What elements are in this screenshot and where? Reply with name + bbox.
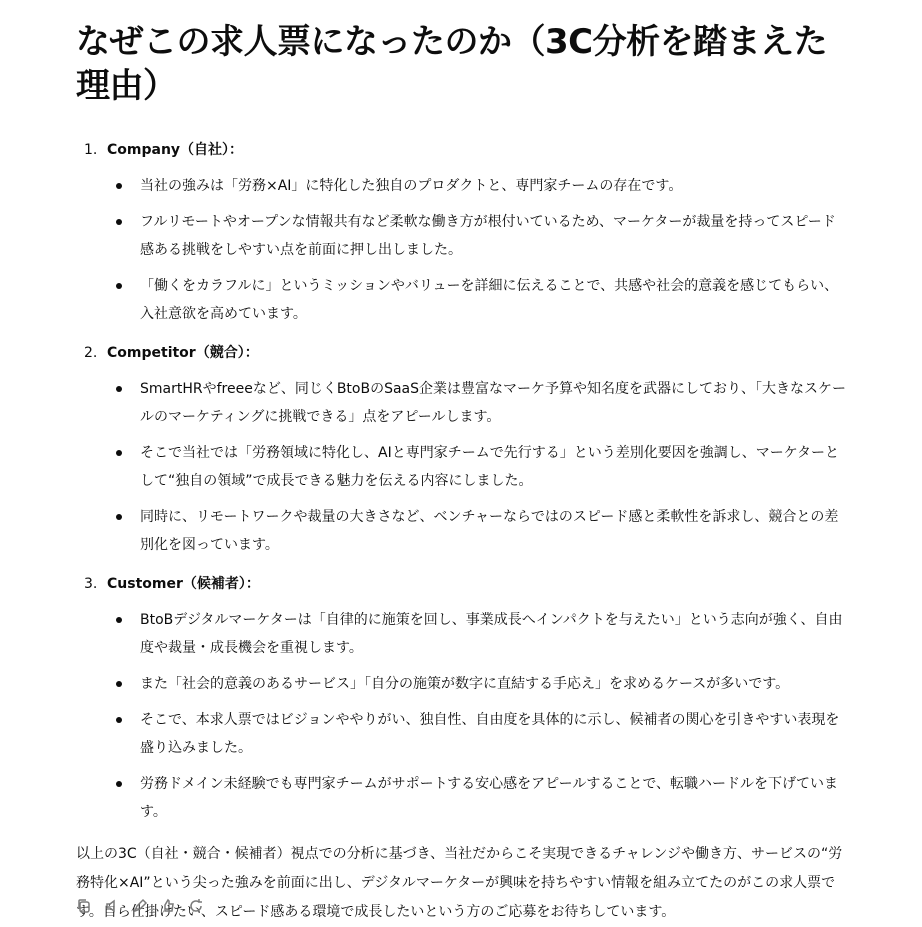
section-number: 1. (84, 142, 98, 158)
bullet-list (107, 606, 846, 826)
list-item (107, 670, 846, 698)
list-item (107, 706, 846, 762)
bullet-dot-icon (116, 617, 122, 623)
list-item (107, 606, 846, 662)
thumbs-up-icon[interactable] (160, 898, 176, 914)
bullet-text: フルリモートやオープンな情報共有など柔軟な働き方が根付いているため、マーケターが裁量を持ってスピード感ある挑戦をしやすい点を前面に押し出しました。 (140, 214, 836, 258)
speaker-icon[interactable] (104, 898, 120, 914)
list-item (107, 172, 846, 200)
bullet-text: そこで当社では「労務領域に特化し、AIと専門家チームで先行する」という差別化要因を強調し、マーケターとして“独自の領域”で成長できる魅力を伝える内容にしました。 (140, 445, 840, 489)
page-title: なぜこの求人票になったのか（3C分析を踏まえた理由） (76, 22, 828, 106)
list-item (107, 770, 846, 826)
bullet-text: SmartHRやfreeeなど、同じくBtoBのSaaS企業は豊富なマーケ予算や知名度を武器にしており、「大きなスケールのマーケティングに挑戦できる」点をアピールします。 (140, 381, 847, 425)
bullet-dot-icon (116, 450, 122, 456)
bullet-dot-icon (116, 681, 122, 687)
section-heading: Customer（候補者）： (107, 576, 260, 592)
bullet-dot-icon (116, 386, 122, 392)
message-actions (76, 898, 204, 914)
bullet-text: そこで、本求人票ではビジョンややりがい、独自性、自由度を具体的に示し、候補者の関心を引きやすい表現を盛り込みました。 (140, 712, 840, 756)
section-heading: Competitor（競合）： (107, 345, 259, 361)
list-item (107, 272, 846, 328)
list-item (107, 503, 846, 559)
bullet-dot-icon (116, 717, 122, 723)
regenerate-icon[interactable] (188, 898, 204, 914)
bullet-dot-icon (116, 781, 122, 787)
list-item (107, 439, 846, 495)
section-heading: Company（自社）： (107, 142, 244, 158)
bullet-text: 同時に、リモートワークや裁量の大きさなど、ベンチャーならではのスピード感と柔軟性を訴求し、競合との差別化を図っています。 (140, 509, 839, 553)
bullet-text: 労務ドメイン未経験でも専門家チームがサポートする安心感をアピールすることで、転職ハードルを下げています。 (140, 776, 839, 820)
edit-icon[interactable] (132, 898, 148, 914)
section-company (76, 138, 846, 328)
copy-icon[interactable] (76, 898, 92, 914)
section-customer (76, 572, 846, 826)
list-item (107, 208, 846, 264)
bullet-text: また「社会的意義のあるサービス」「自分の施策が数字に直結する手応え」を求めるケースが多いです。 (140, 676, 790, 692)
bullet-dot-icon (116, 283, 122, 289)
bullet-dot-icon (116, 514, 122, 520)
section-number: 2. (84, 345, 98, 361)
bullet-list (107, 375, 846, 559)
bullet-dot-icon (116, 183, 122, 189)
bullet-list (107, 172, 846, 328)
bullet-text: 当社の強みは「労務×AI」に特化した独自のプロダクトと、専門家チームの存在です。 (140, 178, 683, 194)
list-item (107, 375, 846, 431)
summary-paragraph: 以上の3C（自社・競合・候補者）視点での分析に基づき、当社だからこそ実現できるチャレンジや働き方、サービスの“労務特化×AI”という尖った強みを前面に出し、デジタルマーケターが興味を持ちやすい情報を組み立てたのがこの求人票です。自ら仕掛けたい、スピード感ある環境で成長したいという方のご応募をお待ちしています。 (76, 846, 843, 920)
bullet-text: BtoBデジタルマーケターは「自律的に施策を回し、事業成長へインパクトを与えたい」という志向が強く、自由度や裁量・成長機会を重視します。 (140, 612, 843, 656)
bullet-dot-icon (116, 219, 122, 225)
response-content (76, 20, 846, 927)
section-competitor (76, 341, 846, 559)
bullet-text: 「働くをカラフルに」というミッションやバリューを詳細に伝えることで、共感や社会的意義を感じてもらい、入社意欲を高めています。 (140, 278, 839, 322)
section-number: 3. (84, 576, 98, 592)
analysis-sections (76, 138, 846, 826)
